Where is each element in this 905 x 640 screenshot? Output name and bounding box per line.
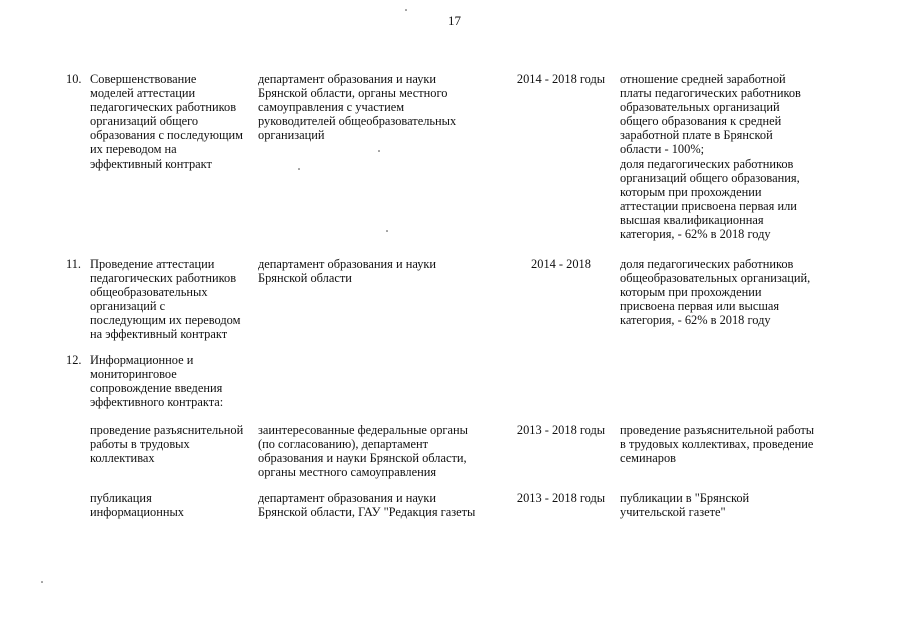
text-line: Совершенствование xyxy=(90,72,197,86)
text-line: образования с последующим xyxy=(90,128,243,143)
text-line: высшая квалификационная xyxy=(620,212,764,227)
text-line: аттестации присвоена первая или xyxy=(620,198,797,213)
text-line: платы педагогических работников xyxy=(620,86,801,101)
responsible-cell xyxy=(258,423,506,479)
text-line: работы в трудовых xyxy=(90,437,190,452)
activity-cell xyxy=(90,72,256,171)
text-line: педагогических работников xyxy=(90,100,237,115)
text-line: Брянской области, ГАУ "Редакция газеты xyxy=(258,505,476,520)
text-line: сопровождение введения xyxy=(90,381,223,396)
text-line: общеобразовательных xyxy=(90,285,208,300)
text-line: коллективах xyxy=(90,451,155,466)
text-line: отношение средней заработной xyxy=(620,72,786,86)
row-number: 11. xyxy=(66,257,82,271)
text-line: департамент образования и науки xyxy=(258,72,437,86)
text-line: педагогических работников xyxy=(90,271,237,286)
text-line: мониторинговое xyxy=(90,367,177,382)
text-line: заработной плате в Брянской xyxy=(620,128,773,143)
text-line: на эффективный контракт xyxy=(90,327,228,342)
text-line: учительской газете" xyxy=(620,505,726,520)
activity-cell xyxy=(90,257,256,342)
text-line: эффективного контракта: xyxy=(90,395,224,410)
text-line: семинаров xyxy=(620,451,676,466)
text-line: организаций с xyxy=(90,299,166,314)
text-line: категория, - 62% в 2018 году xyxy=(620,227,771,242)
text-line: области - 100%; xyxy=(620,142,705,157)
text-line: публикации в "Брянской xyxy=(620,491,750,505)
text-line: департамент образования и науки xyxy=(258,491,437,505)
period-cell: 2013 - 2018 годы xyxy=(516,423,606,437)
scan-speck xyxy=(41,581,43,583)
activity-cell xyxy=(90,423,256,465)
period-cell: 2014 - 2018 годы xyxy=(516,72,606,86)
activity-cell xyxy=(90,491,256,519)
text-line: образовательных организаций xyxy=(620,100,780,115)
period-cell: 2014 - 2018 xyxy=(531,257,591,271)
text-line: общего образования к средней xyxy=(620,114,782,129)
text-line: которым при прохождении xyxy=(620,285,762,300)
responsible-cell xyxy=(258,491,506,519)
text-line: информационных xyxy=(90,505,184,520)
scan-speck xyxy=(405,9,407,11)
text-line: заинтересованные федеральные органы xyxy=(258,423,468,437)
text-line: самоуправления с участием xyxy=(258,100,405,115)
text-line: департамент образования и науки xyxy=(258,257,437,271)
text-line: образования и науки Брянской области, xyxy=(258,451,467,466)
text-line: категория, - 62% в 2018 году xyxy=(620,313,771,328)
text-line: Брянской области, органы местного xyxy=(258,86,448,101)
text-line: Проведение аттестации xyxy=(90,257,215,271)
text-line: организаций xyxy=(258,128,325,143)
text-line: организаций общего xyxy=(90,114,199,129)
text-line: организаций общего образования, xyxy=(620,170,800,185)
scan-speck xyxy=(378,150,380,152)
indicator-cell xyxy=(620,423,820,465)
text-line: публикация xyxy=(90,491,152,505)
text-line: общеобразовательных организаций, xyxy=(620,271,811,286)
text-line: в трудовых коллективах, проведение xyxy=(620,437,814,452)
text-line: присвоена первая или высшая xyxy=(620,299,780,314)
indicator-cell xyxy=(620,257,820,327)
text-line: Информационное и xyxy=(90,353,194,367)
text-line: проведение разъяснительной работы xyxy=(620,423,815,437)
text-line: (по согласованию), департамент xyxy=(258,437,429,452)
period-cell: 2013 - 2018 годы xyxy=(516,491,606,505)
scan-speck xyxy=(386,230,388,232)
text-line: органы местного самоуправления xyxy=(258,465,437,480)
responsible-cell xyxy=(258,257,506,285)
text-line: которым при прохождении xyxy=(620,184,762,199)
responsible-cell xyxy=(258,72,506,142)
text-line: доля педагогических работников xyxy=(620,156,794,171)
text-line: их переводом на xyxy=(90,142,177,157)
text-line: эффективный контракт xyxy=(90,156,212,171)
indicator-cell xyxy=(620,491,820,519)
scan-speck xyxy=(298,168,300,170)
text-line: моделей аттестации xyxy=(90,86,196,101)
row-number: 12. xyxy=(66,353,82,367)
indicator-cell xyxy=(620,72,820,241)
row-number: 10. xyxy=(66,72,82,86)
text-line: последующим их переводом xyxy=(90,313,241,328)
text-line: Брянской области xyxy=(258,271,352,286)
text-line: руководителей общеобразовательных xyxy=(258,114,457,129)
text-line: проведение разъяснительной xyxy=(90,423,244,437)
activity-cell xyxy=(90,353,256,409)
page-number: 17 xyxy=(448,13,461,28)
text-line: доля педагогических работников xyxy=(620,257,794,271)
